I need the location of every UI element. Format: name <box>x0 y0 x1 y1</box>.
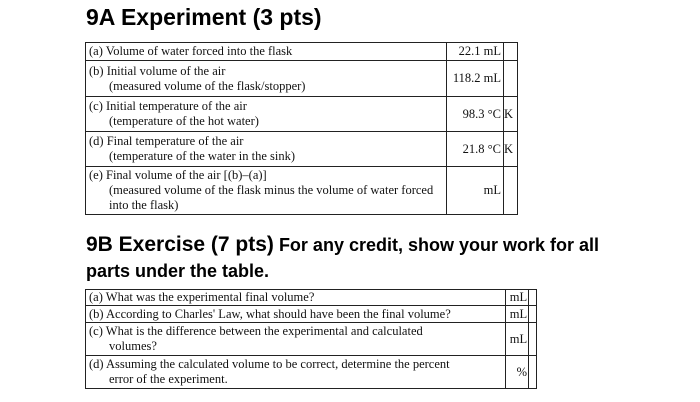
exercise-table <box>85 289 537 389</box>
table-row <box>86 61 518 97</box>
row-d-label: (d) Final temperature of the air <box>89 134 244 148</box>
exercise-d-sublabel: error of the experiment. <box>109 372 228 386</box>
exercise-b-answer[interactable]: mL <box>505 306 528 323</box>
row-d-sublabel: (temperature of the water in the sink) <box>109 149 296 163</box>
row-b-question <box>86 61 447 97</box>
section-9a-heading: 9A Experiment (3 pts) <box>86 4 322 30</box>
table-row <box>86 132 518 167</box>
row-c-value[interactable]: 98.3 °C <box>447 97 504 132</box>
row-b-value[interactable]: 118.2 mL <box>447 61 504 97</box>
exercise-b-label: (b) According to Charles' Law, what should have been the final volume? <box>89 306 451 321</box>
exercise-d-extra-cell[interactable] <box>529 356 537 389</box>
row-b-extra-cell[interactable] <box>504 61 518 97</box>
row-e-label: (e) Final volume of the air [(b)–(a)] <box>89 168 267 182</box>
row-c-label: (c) Initial temperature of the air <box>89 99 247 113</box>
row-c-sublabel: (temperature of the hot water) <box>109 114 259 128</box>
exercise-d-label: (d) Assuming the calculated volume to be correct, determine the percent <box>89 357 450 371</box>
table-row <box>86 97 518 132</box>
section-9b-heading <box>86 232 646 284</box>
table-row <box>86 306 537 323</box>
row-e-question <box>86 167 447 215</box>
table-row <box>86 167 518 215</box>
row-a-label: (a) Volume of water forced into the flask <box>89 44 293 58</box>
exercise-d-answer[interactable]: % <box>505 356 528 389</box>
table-row <box>86 323 537 356</box>
experiment-table <box>85 42 518 215</box>
table-row <box>86 43 518 61</box>
section-9b-instructions: For any credit, show your work for all parts under the table. <box>86 235 600 281</box>
exercise-a-question <box>86 290 506 306</box>
exercise-c-question <box>86 323 506 356</box>
row-c-question <box>86 97 447 132</box>
exercise-d-question <box>86 356 506 389</box>
section-9b-title: 9B Exercise (7 pts) <box>86 233 274 256</box>
row-e-value[interactable]: mL <box>447 167 504 215</box>
row-a-question <box>86 43 447 61</box>
row-d-question <box>86 132 447 167</box>
exercise-c-label: (c) What is the difference between the experimental and calculated <box>89 324 423 338</box>
row-e-extra-cell[interactable] <box>504 167 518 215</box>
exercise-a-label: (a) What was the experimental final volume? <box>89 290 315 304</box>
row-b-label: (b) Initial volume of the air <box>89 63 226 78</box>
row-a-extra-cell[interactable] <box>504 43 518 61</box>
exercise-c-sublabel: volumes? <box>109 339 157 353</box>
exercise-b-extra-cell[interactable] <box>529 306 537 323</box>
row-a-value[interactable]: 22.1 mL <box>447 43 504 61</box>
row-d-value[interactable]: 21.8 °C <box>447 132 504 167</box>
row-c-kelvin-cell[interactable]: K <box>504 97 518 132</box>
table-row <box>86 356 537 389</box>
row-e-sublabel: (measured volume of the flask minus the volume of water forced into the flask) <box>109 183 434 212</box>
exercise-b-question <box>86 306 506 323</box>
exercise-c-extra-cell[interactable] <box>529 323 537 356</box>
row-b-sublabel: (measured volume of the flask/stopper) <box>109 78 306 93</box>
table-row <box>86 290 537 306</box>
row-d-kelvin-cell[interactable]: K <box>504 132 518 167</box>
exercise-c-answer[interactable]: mL <box>505 323 528 356</box>
exercise-a-answer[interactable]: mL <box>505 290 528 306</box>
exercise-a-extra-cell[interactable] <box>529 290 537 306</box>
